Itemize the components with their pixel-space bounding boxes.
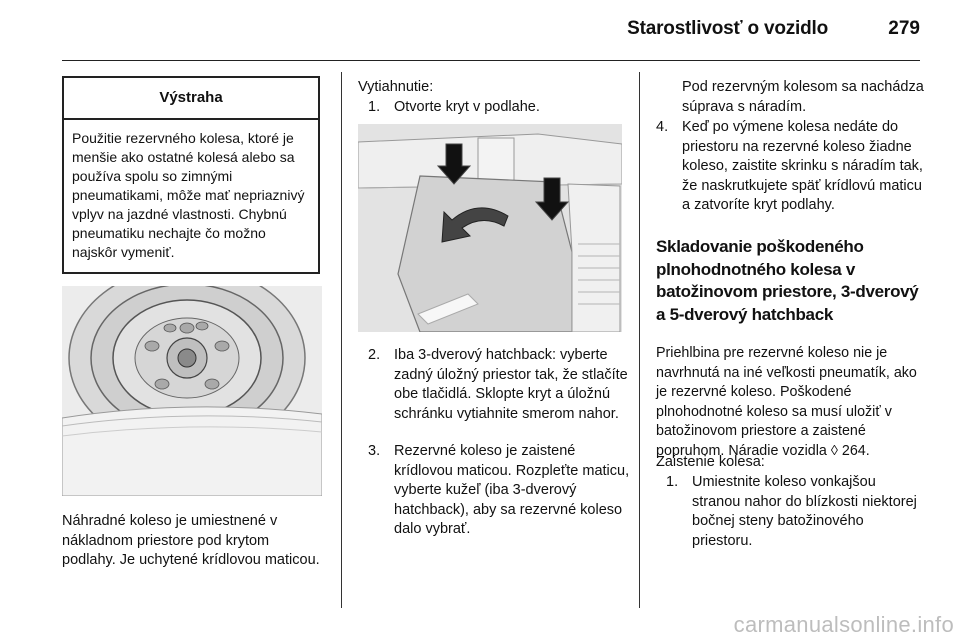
header-rule (62, 60, 920, 61)
section-heading: Skladovanie poškodeného plnohodnotného kolesa v batožinovom priestore, 3-dverový a 5-dverový hatchback (656, 237, 919, 324)
warning-title: Výstraha (64, 78, 318, 120)
step-2-text: Iba 3-dverový hatchback: vyberte zadný úložný priestor tak, že stlačíte obe tlačidlá. Sklopte kryt a úložnú schránku vytiahnite smerom nahor. (394, 347, 628, 422)
step-2 (368, 346, 630, 424)
step-2-number: 2. (368, 347, 381, 363)
tool-kit-note: Pod rezervným kolesom sa nachádza súprava s náradím. (682, 79, 924, 115)
securing-step-1-number: 1. (666, 474, 679, 490)
floor-cover-illustration (358, 124, 622, 332)
securing-step-1-text: Umiestnite koleso vonkajšou stranou nahor do blízkosti niektorej bočnej steny batožinového priestoru. (692, 474, 917, 549)
securing-step-1 (666, 473, 928, 551)
step-3-number: 3. (368, 443, 381, 459)
step-3-text: Rezervné koleso je zaistené krídlovou maticou. Rozpleťte maticu, vyberte kužeľ (iba 3-dverový hatchback), aby sa rezervné koleso dalo vybrať. (394, 443, 630, 537)
watermark: carmanualsonline.info (733, 612, 954, 637)
floor-cover-figure (358, 124, 622, 332)
removal-intro: Vytiahnutie: (358, 79, 434, 95)
spare-wheel-figure (62, 286, 322, 496)
warning-text: Použitie rezervného kolesa, ktoré je menšie ako ostatné kolesá alebo sa používa spolu so zimnými pneumatikami, môže mať nepriaznivý vplyv na jazdné vlastnosti. Chybnú pneumatiku nechajte čo možno najskôr vymeniť. (72, 130, 305, 260)
step-3 (368, 442, 630, 540)
step-1-number: 1. (368, 99, 381, 115)
column-divider-1 (341, 72, 342, 608)
section-body: Priehlbina pre rezervné koleso nie je navrhnutá na iné veľkosti pneumatík, ako je rezervné koleso. Poškodené plnohodnotné koleso sa musí uložiť v batožinovom priestore a zaistené popruhom. Náradie vozidla ◊ 264. (656, 345, 917, 459)
step-4 (656, 118, 928, 216)
spare-wheel-caption: Náhradné koleso je umiestnené v nákladnom priestore pod krytom podlahy. Je uchytené krídlovou maticou. (62, 513, 320, 568)
chapter-title: Starostlivosť o vozidlo (627, 18, 828, 39)
page-number: 279 (888, 18, 920, 39)
step-1 (368, 98, 630, 118)
step-1-text: Otvorte kryt v podlahe. (394, 99, 540, 115)
securing-intro: Zaistenie kolesa: (656, 454, 765, 470)
step-4-number: 4. (656, 119, 669, 135)
column-divider-2 (639, 72, 640, 608)
step-4-text: Keď po výmene kolesa nedáte do priestoru na rezervné koleso žiadne koleso, zaistite skrinku s náradím tak, že naskrutkujete späť krídlovú maticu a zatvoríte kryt podlahy. (682, 119, 923, 213)
spare-wheel-illustration (62, 286, 322, 496)
warning-box (62, 76, 320, 274)
